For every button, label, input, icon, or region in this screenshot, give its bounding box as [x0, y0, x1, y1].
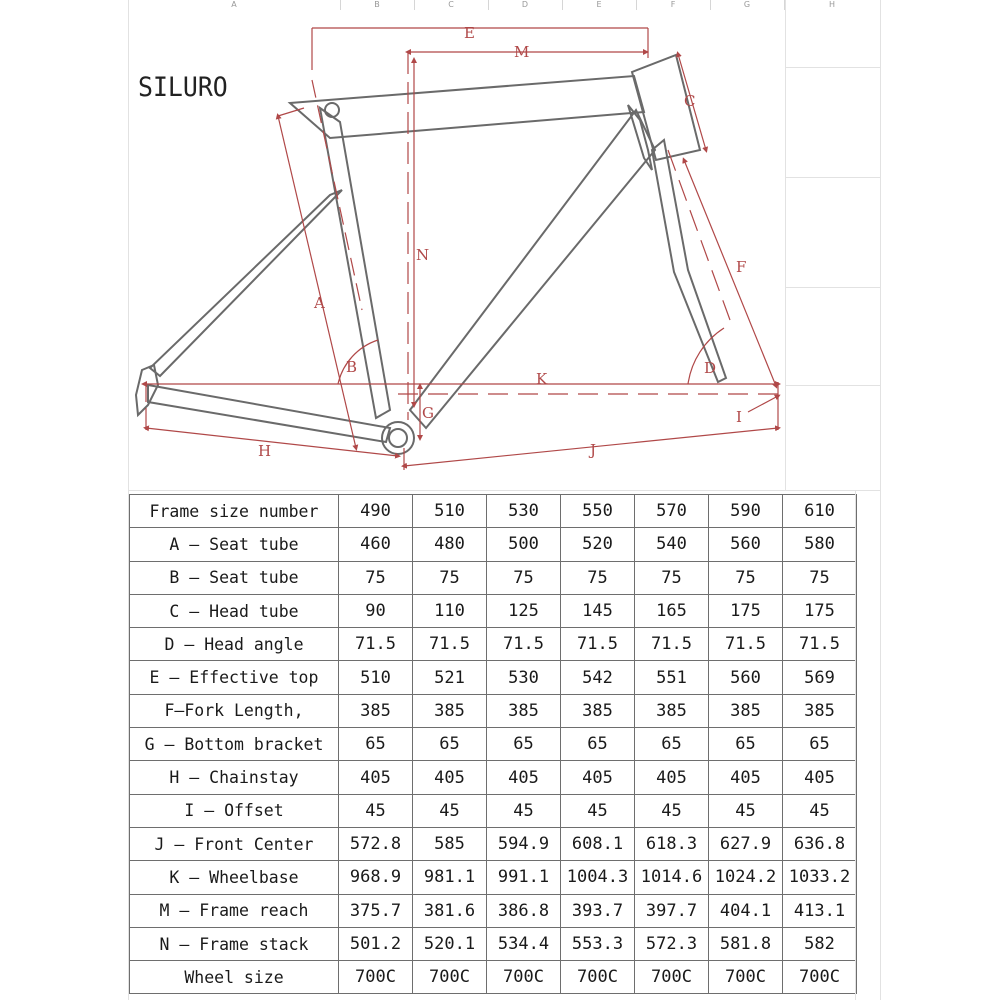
column-header[interactable]: G — [710, 0, 785, 10]
table-row — [130, 728, 857, 761]
table-cell[interactable]: 71.5 — [413, 628, 487, 661]
table-cell[interactable]: 405 — [487, 761, 561, 794]
table-cell[interactable]: 75 — [339, 561, 413, 594]
row-label[interactable]: D — Head angle — [130, 628, 339, 661]
table-cell[interactable]: 594.9 — [487, 827, 561, 860]
table-cell[interactable]: 405 — [709, 761, 783, 794]
table-cell[interactable]: 560 — [709, 661, 783, 694]
table-cell[interactable]: 405 — [635, 761, 709, 794]
table-cell[interactable]: 385 — [561, 694, 635, 727]
dim-label-f: F — [736, 258, 747, 276]
table-cell[interactable]: 110 — [413, 594, 487, 627]
table-cell[interactable]: 572.8 — [339, 827, 413, 860]
dim-label-c: C — [684, 92, 696, 110]
table-cell[interactable]: 405 — [783, 761, 857, 794]
table-header-row — [130, 495, 857, 528]
table-cell[interactable]: 125 — [487, 594, 561, 627]
dim-label-d: D — [704, 359, 717, 377]
table-cell[interactable]: 65 — [339, 728, 413, 761]
top-tube — [290, 76, 644, 138]
table-cell[interactable]: 45 — [561, 794, 635, 827]
table-cell[interactable]: 510 — [413, 495, 487, 528]
table-row — [130, 694, 857, 727]
table-cell[interactable]: 480 — [413, 528, 487, 561]
table-cell[interactable]: 405 — [413, 761, 487, 794]
table-cell[interactable]: 385 — [635, 694, 709, 727]
table-cell[interactable]: 405 — [561, 761, 635, 794]
row-label[interactable]: C — Head tube — [130, 594, 339, 627]
brand-label: SILURO — [138, 72, 228, 103]
table-cell[interactable]: 1004.3 — [561, 861, 635, 894]
table-cell[interactable]: 45 — [339, 794, 413, 827]
table-cell[interactable]: 700C — [783, 961, 857, 994]
table-cell[interactable]: 636.8 — [783, 827, 857, 860]
table-cell[interactable]: 608.1 — [561, 827, 635, 860]
table-cell[interactable]: 700C — [487, 961, 561, 994]
table-row — [130, 927, 857, 960]
row-label[interactable]: A — Seat tube — [130, 528, 339, 561]
dim-label-h: H — [258, 442, 272, 460]
dim-label-a: A — [314, 294, 325, 312]
table-cell[interactable]: 520.1 — [413, 927, 487, 960]
column-header[interactable]: D — [488, 0, 563, 10]
table-cell[interactable]: 75 — [709, 561, 783, 594]
table-row — [130, 594, 857, 627]
table-cell[interactable]: 610 — [783, 495, 857, 528]
table-cell[interactable]: 385 — [709, 694, 783, 727]
table-cell[interactable]: 71.5 — [783, 628, 857, 661]
dim-label-g: G — [422, 404, 434, 422]
grid-line — [128, 490, 880, 491]
table-cell[interactable]: 700C — [635, 961, 709, 994]
table-cell[interactable]: 65 — [635, 728, 709, 761]
table-cell[interactable]: 404.1 — [709, 894, 783, 927]
table-row — [130, 861, 857, 894]
table-cell[interactable]: 700C — [413, 961, 487, 994]
table-cell[interactable]: 560 — [709, 528, 783, 561]
table-cell[interactable]: 145 — [561, 594, 635, 627]
row-label[interactable]: J — Front Center — [130, 827, 339, 860]
table-cell[interactable]: 534.4 — [487, 927, 561, 960]
table-cell[interactable]: 65 — [413, 728, 487, 761]
table-cell[interactable]: 386.8 — [487, 894, 561, 927]
table-cell[interactable]: 540 — [635, 528, 709, 561]
fork-blade — [652, 140, 726, 382]
geometry-table — [129, 494, 857, 994]
table-cell[interactable]: 585 — [413, 827, 487, 860]
table-cell[interactable]: 551 — [635, 661, 709, 694]
table-row — [130, 894, 857, 927]
down-tube — [410, 110, 655, 428]
table-cell[interactable]: 700C — [709, 961, 783, 994]
table-cell[interactable]: 65 — [783, 728, 857, 761]
dim-label-k: K — [536, 370, 548, 388]
column-header[interactable]: H — [784, 0, 881, 10]
table-row — [130, 661, 857, 694]
row-label[interactable]: G — Bottom bracket — [130, 728, 339, 761]
chain-stay — [148, 385, 390, 442]
table-cell[interactable]: 75 — [561, 561, 635, 594]
table-cell[interactable]: 572.3 — [635, 927, 709, 960]
column-header[interactable]: C — [414, 0, 489, 10]
table-cell[interactable]: 175 — [709, 594, 783, 627]
row-label[interactable]: B — Seat tube — [130, 561, 339, 594]
row-label[interactable]: K — Wheelbase — [130, 861, 339, 894]
table-cell[interactable]: 1024.2 — [709, 861, 783, 894]
table-cell[interactable]: 45 — [487, 794, 561, 827]
table-cell[interactable]: 45 — [413, 794, 487, 827]
grid-line — [855, 490, 856, 1000]
table-cell[interactable]: 71.5 — [339, 628, 413, 661]
table-cell[interactable]: 460 — [339, 528, 413, 561]
table-cell[interactable]: 582 — [783, 927, 857, 960]
column-header[interactable]: E — [562, 0, 637, 10]
table-cell[interactable]: 175 — [783, 594, 857, 627]
table-cell[interactable]: 530 — [487, 661, 561, 694]
table-cell[interactable]: 530 — [487, 495, 561, 528]
table-cell[interactable]: 968.9 — [339, 861, 413, 894]
table-cell[interactable]: 550 — [561, 495, 635, 528]
row-label[interactable]: E — Effective top — [130, 661, 339, 694]
table-cell[interactable]: 580 — [783, 528, 857, 561]
table-cell[interactable]: 510 — [339, 661, 413, 694]
table-cell[interactable]: 1014.6 — [635, 861, 709, 894]
table-cell[interactable]: 381.6 — [413, 894, 487, 927]
table-cell[interactable]: 521 — [413, 661, 487, 694]
dim-label-n: N — [416, 246, 430, 264]
frame-geometry-drawing — [128, 10, 884, 490]
table-cell[interactable]: 65 — [487, 728, 561, 761]
table-cell[interactable]: 553.3 — [561, 927, 635, 960]
table-cell[interactable]: 1033.2 — [783, 861, 857, 894]
table-cell[interactable]: 71.5 — [709, 628, 783, 661]
column-header[interactable]: F — [636, 0, 711, 10]
table-cell[interactable]: 385 — [413, 694, 487, 727]
table-cell[interactable]: 413.1 — [783, 894, 857, 927]
table-row — [130, 628, 857, 661]
table-cell[interactable]: 490 — [339, 495, 413, 528]
table-cell[interactable]: 75 — [413, 561, 487, 594]
table-cell[interactable]: 700C — [339, 961, 413, 994]
table-cell[interactable]: 65 — [709, 728, 783, 761]
column-header[interactable]: B — [340, 0, 415, 10]
table-cell[interactable]: 581.8 — [709, 927, 783, 960]
table-cell[interactable]: 75 — [783, 561, 857, 594]
table-cell[interactable]: 397.7 — [635, 894, 709, 927]
row-label[interactable]: F—Fork Length, — [130, 694, 339, 727]
table-cell[interactable]: 71.5 — [561, 628, 635, 661]
table-cell[interactable]: 71.5 — [487, 628, 561, 661]
table-cell[interactable]: 45 — [635, 794, 709, 827]
table-cell[interactable]: 981.1 — [413, 861, 487, 894]
row-label[interactable]: Frame size number — [130, 495, 339, 528]
row-label[interactable]: N — Frame stack — [130, 927, 339, 960]
table-cell[interactable]: 700C — [561, 961, 635, 994]
table-cell[interactable]: 405 — [339, 761, 413, 794]
table-row — [130, 794, 857, 827]
table-cell[interactable]: 65 — [561, 728, 635, 761]
table-cell[interactable]: 45 — [709, 794, 783, 827]
table-cell[interactable]: 569 — [783, 661, 857, 694]
table-cell[interactable]: 590 — [709, 495, 783, 528]
table-row — [130, 761, 857, 794]
dim-label-j: J — [590, 441, 597, 459]
table-row — [130, 961, 857, 994]
table-cell[interactable]: 393.7 — [561, 894, 635, 927]
row-label[interactable]: Wheel size — [130, 961, 339, 994]
row-label[interactable]: H — Chainstay — [130, 761, 339, 794]
table-cell[interactable]: 375.7 — [339, 894, 413, 927]
table-row — [130, 561, 857, 594]
column-header[interactable]: A — [128, 0, 341, 10]
table-cell[interactable]: 75 — [635, 561, 709, 594]
table-row — [130, 827, 857, 860]
table-cell[interactable]: 991.1 — [487, 861, 561, 894]
table-cell[interactable]: 75 — [487, 561, 561, 594]
dim-label-e: E — [464, 24, 475, 42]
seat-stay — [150, 190, 342, 376]
row-label[interactable]: M — Frame reach — [130, 894, 339, 927]
row-label[interactable]: I — Offset — [130, 794, 339, 827]
table-cell[interactable]: 570 — [635, 495, 709, 528]
dim-label-b: B — [346, 358, 358, 376]
table-cell[interactable]: 520 — [561, 528, 635, 561]
dim-label-i: I — [736, 408, 742, 426]
table-cell[interactable]: 90 — [339, 594, 413, 627]
table-cell[interactable]: 385 — [487, 694, 561, 727]
table-cell[interactable]: 542 — [561, 661, 635, 694]
table-cell[interactable]: 385 — [783, 694, 857, 727]
table-cell[interactable]: 627.9 — [709, 827, 783, 860]
table-cell[interactable]: 385 — [339, 694, 413, 727]
table-cell[interactable]: 501.2 — [339, 927, 413, 960]
seat-clamp — [325, 103, 339, 117]
table-cell[interactable]: 500 — [487, 528, 561, 561]
table-cell[interactable]: 71.5 — [635, 628, 709, 661]
table-cell[interactable]: 45 — [783, 794, 857, 827]
table-row — [130, 528, 857, 561]
frame-diagram-svg — [128, 10, 884, 490]
dim-label-m: M — [514, 43, 530, 61]
table-cell[interactable]: 618.3 — [635, 827, 709, 860]
table-cell[interactable]: 165 — [635, 594, 709, 627]
